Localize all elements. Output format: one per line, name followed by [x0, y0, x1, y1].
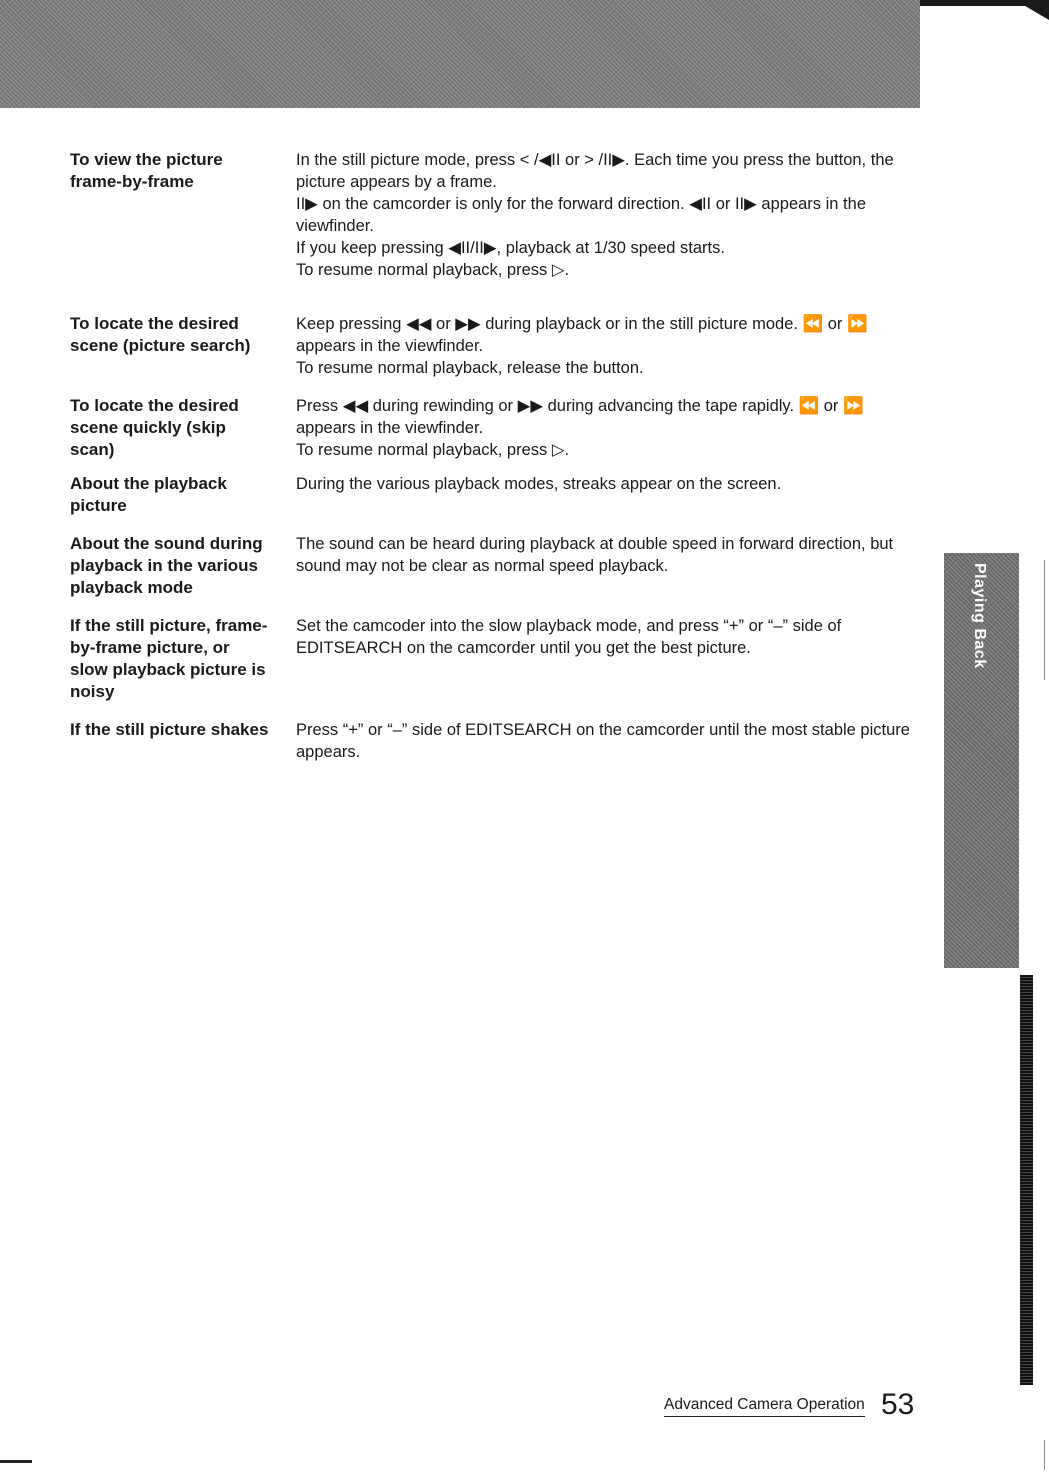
section-term: If the still picture shakes: [70, 720, 269, 739]
description-line: Keep pressing ◀◀ or ▶▶ during playback or in the still picture mode. ⏪ or ⏩ appears in the viewfinder.: [296, 315, 868, 355]
side-tab: [944, 553, 1019, 968]
section-description: [296, 473, 921, 495]
description-line: Press “+” or “–” side of EDITSEARCH on the camcorder until the most stable picture appears.: [296, 721, 910, 761]
section-description: [296, 149, 921, 281]
section-term: If the still picture, frame- by-frame picture, or slow playback picture is noisy: [70, 616, 268, 701]
description-line: Set the camcoder into the slow playback mode, and press “+” or “–” side of EDITSEARCH on the camcorder until you get the best picture.: [296, 617, 842, 657]
section-term: About the sound during playback in the various playback mode: [70, 534, 263, 597]
description-line: The sound can be heard during playback at double speed in forward direction, but sound may not be clear as normal speed playback.: [296, 535, 894, 575]
header-band: [0, 0, 920, 108]
side-tab-label: Playing Back: [971, 563, 988, 669]
page-edge-line: [1044, 1440, 1045, 1470]
description-line: II▶ on the camcorder is only for the forward direction. ◀II or II▶ appears in the viewfinder.: [296, 195, 866, 235]
page-edge-line: [1044, 560, 1045, 680]
description-line: To resume normal playback, release the button.: [296, 359, 644, 377]
page-footer: [664, 1388, 924, 1422]
description-line: To resume normal playback, press ▷.: [296, 261, 570, 279]
description-line: During the various playback modes, streaks appear on the screen.: [296, 475, 782, 493]
section-term: To locate the desired scene (picture search): [70, 314, 251, 355]
footer-section-label: Advanced Camera Operation: [664, 1396, 865, 1417]
description-line: In the still picture mode, press < /◀II or > /II▶. Each time you press the button, the picture appears by a frame.: [296, 151, 894, 191]
page-edge-strip: [1020, 975, 1033, 1385]
section-description: [296, 719, 921, 763]
corner-mark: [0, 1460, 32, 1463]
section-description: [296, 615, 921, 659]
section-description: [296, 395, 921, 461]
section-description: [296, 313, 921, 379]
description-line: Press ◀◀ during rewinding or ▶▶ during advancing the tape rapidly. ⏪ or ⏩ appears in the viewfinder.: [296, 397, 864, 437]
page-number: 53: [881, 1388, 915, 1421]
description-line: To resume normal playback, press ▷.: [296, 441, 570, 459]
section-term: To view the picture frame-by-frame: [70, 150, 223, 191]
section-term: About the playback picture: [70, 474, 227, 515]
section-description: [296, 533, 921, 577]
section-term: To locate the desired scene quickly (skip scan): [70, 396, 239, 459]
description-line: If you keep pressing ◀II/II▶, playback at 1/30 speed starts.: [296, 239, 725, 257]
